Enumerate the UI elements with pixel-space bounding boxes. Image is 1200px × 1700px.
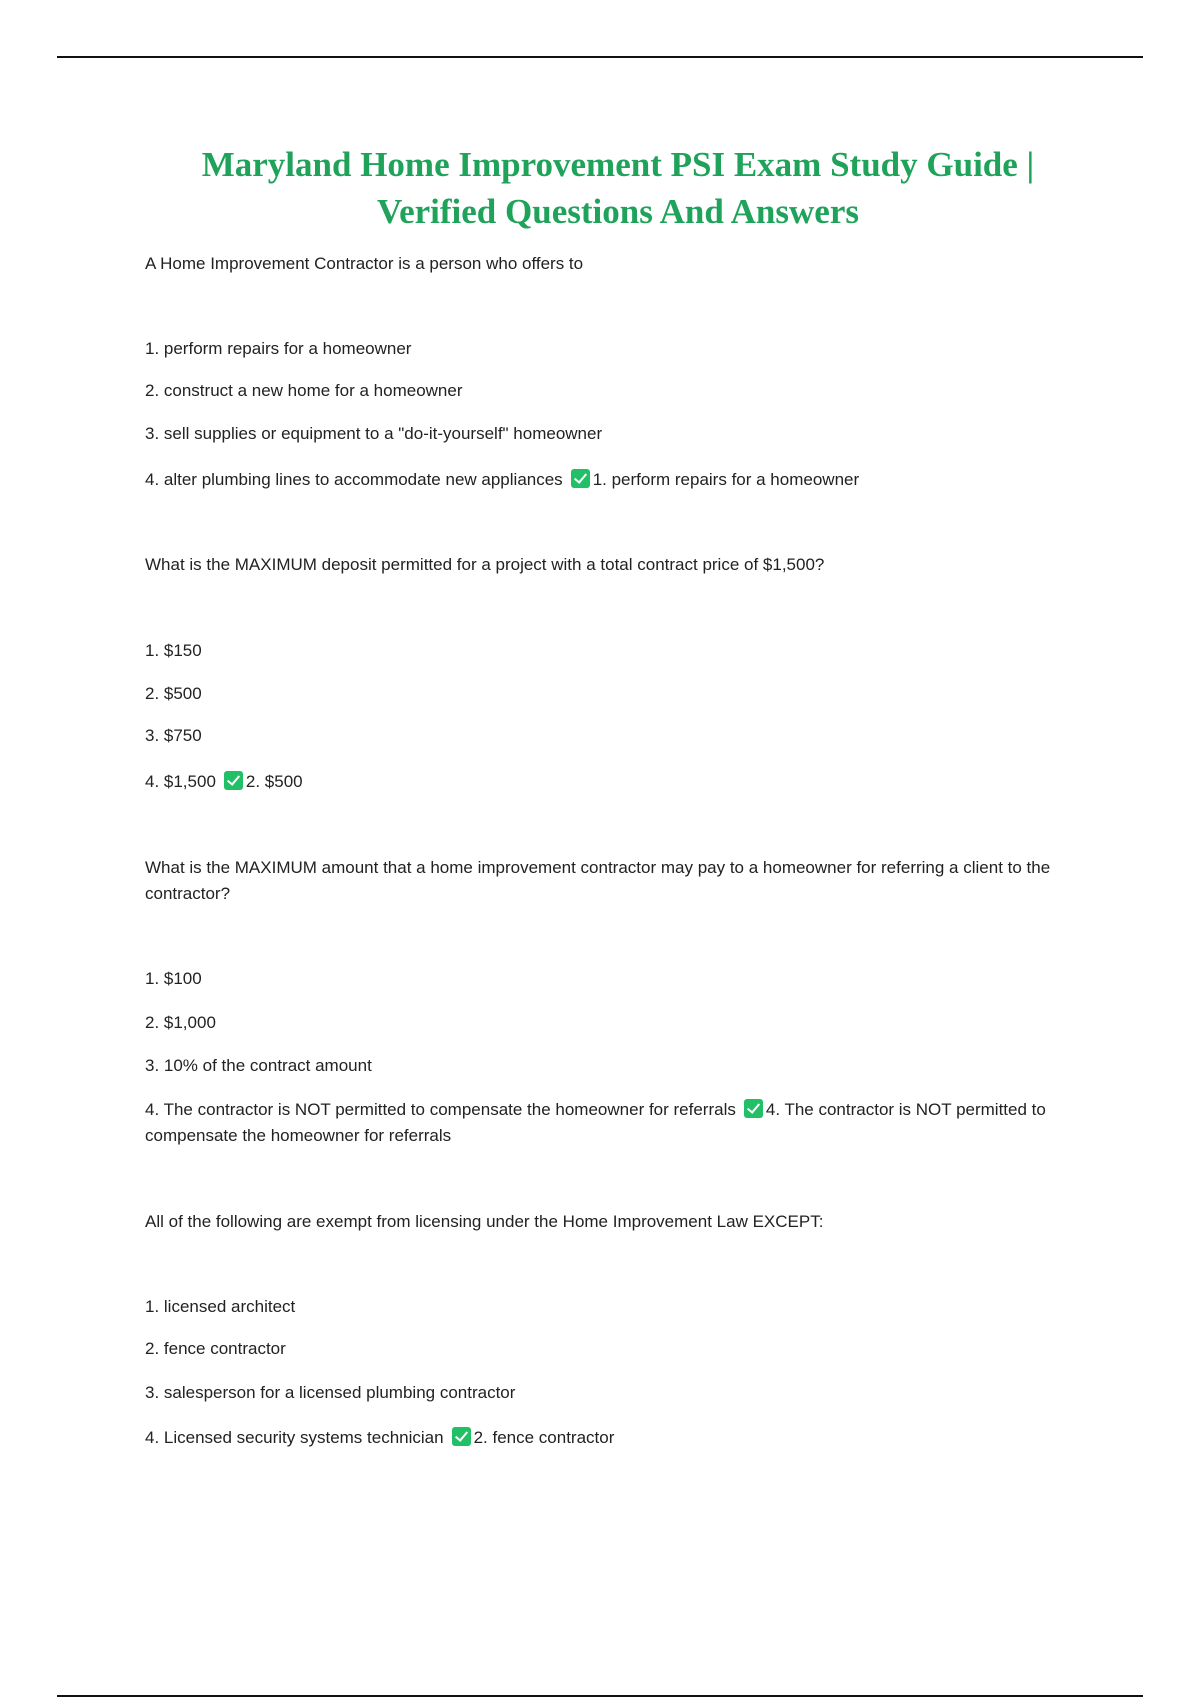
question-2-option-3: 3. $750 (145, 726, 202, 745)
question-1-option-2: 2. construct a new home for a homeowner (145, 381, 463, 400)
title-line-2: Verified Questions And Answers (377, 192, 859, 231)
question-1-prompt: A Home Improvement Contractor is a person who offers to (145, 254, 584, 273)
checkmark-icon (571, 469, 590, 488)
question-1-option-4: 4. alter plumbing lines to accommodate new appliances (145, 470, 563, 489)
question-2-option-4-row (145, 769, 1065, 795)
question-3-option-4-row (145, 1097, 1065, 1149)
question-1-option-3: 3. sell supplies or equipment to a "do-it-yourself" homeowner (145, 424, 603, 443)
checkmark-icon (744, 1099, 763, 1118)
question-4-option-1: 1. licensed architect (145, 1297, 296, 1316)
question-3-option-1: 1. $100 (145, 969, 202, 988)
question-3-option-3: 3. 10% of the contract amount (145, 1056, 372, 1075)
bottom-rule (57, 1695, 1143, 1697)
question-2-prompt: What is the MAXIMUM deposit permitted for a project with a total contract price of $1,500? (145, 555, 825, 574)
question-1-option-4-row (145, 467, 1065, 493)
question-1-option-1: 1. perform repairs for a homeowner (145, 339, 412, 358)
question-3-option-4: 4. The contractor is NOT permitted to compensate the homeowner for referrals (145, 1100, 736, 1119)
question-2-option-1: 1. $150 (145, 641, 202, 660)
question-3-answer: 4. The contractor is NOT permitted to compensate the homeowner for referrals (145, 1100, 1046, 1145)
document-title (0, 141, 1200, 235)
checkmark-icon (224, 771, 243, 790)
top-rule (57, 56, 1143, 58)
question-4-prompt: All of the following are exempt from licensing under the Home Improvement Law EXCEPT: (145, 1212, 824, 1231)
question-3-prompt: What is the MAXIMUM amount that a home improvement contractor may pay to a homeowner for referring a client to the contractor? (145, 858, 1051, 903)
question-4-option-4-row (145, 1425, 1065, 1451)
question-3-option-2: 2. $1,000 (145, 1013, 216, 1032)
question-2-answer: 2. $500 (245, 772, 303, 791)
question-4-option-2: 2. fence contractor (145, 1339, 286, 1358)
title-line-1: Maryland Home Improvement PSI Exam Study Guide | (201, 145, 1035, 184)
question-2-option-2: 2. $500 (145, 684, 202, 703)
checkmark-icon (452, 1427, 471, 1446)
question-4-option-3: 3. salesperson for a licensed plumbing contractor (145, 1383, 516, 1402)
question-1-answer: 1. perform repairs for a homeowner (592, 470, 860, 489)
question-4-answer: 2. fence contractor (473, 1428, 615, 1447)
question-4-option-4: 4. Licensed security systems technician (145, 1428, 444, 1447)
question-2-option-4: 4. $1,500 (145, 772, 216, 791)
